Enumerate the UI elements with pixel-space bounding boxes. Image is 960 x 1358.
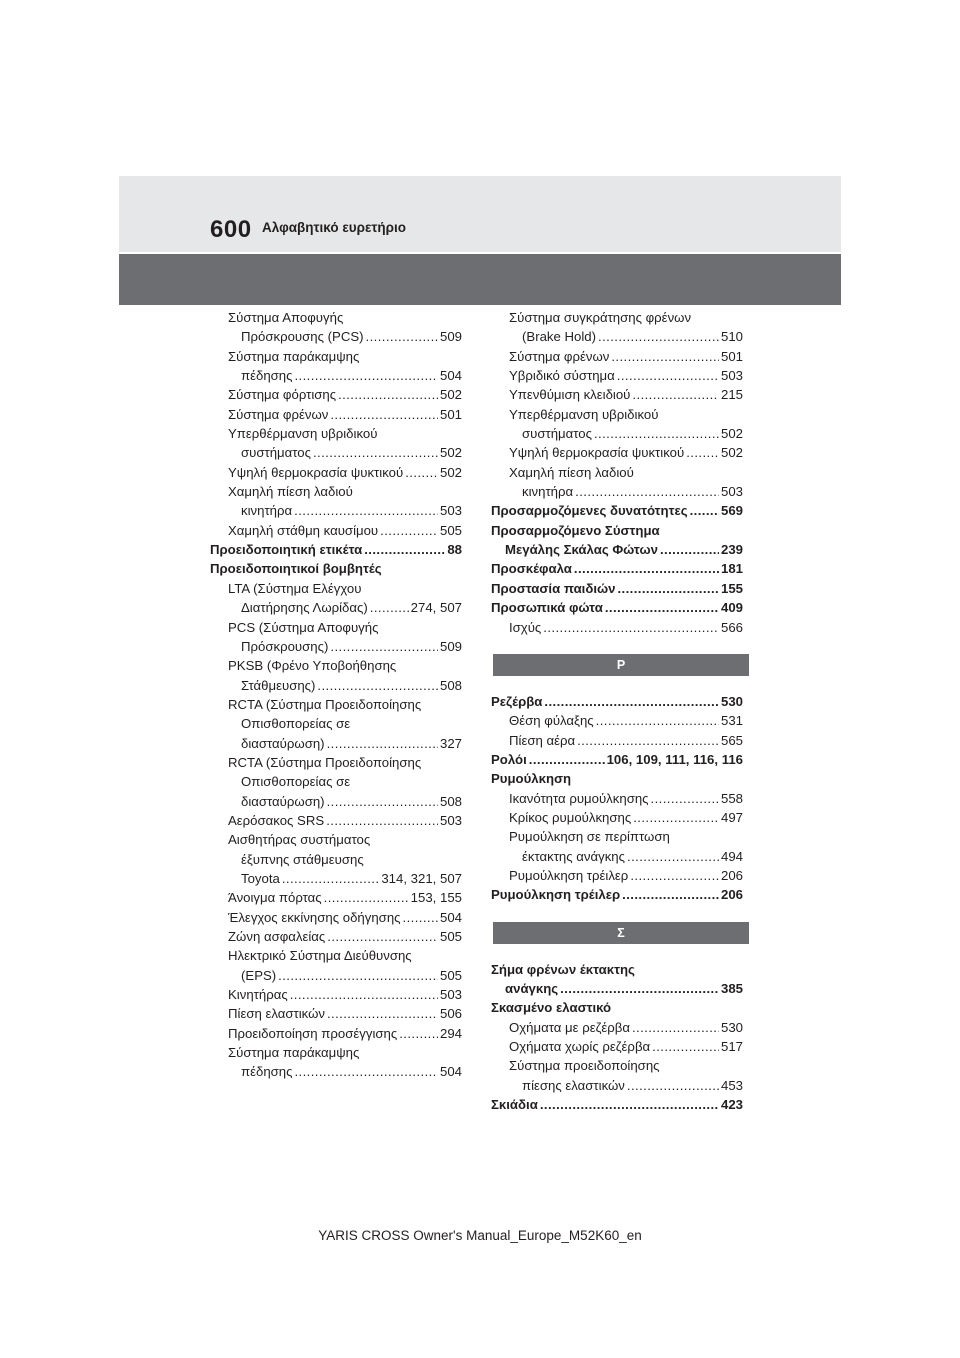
dot-leader [611,347,719,366]
index-entry [491,482,743,501]
dot-leader [294,366,438,385]
index-entry-term: ανάγκης [505,980,559,996]
index-entry [491,711,743,730]
index-entry-text: Χαμηλή πίεση λαδιού [509,464,634,480]
index-entry-page: 505 [439,929,462,944]
index-entry-page: 503 [720,368,743,384]
index-entry-page: 509 [439,638,462,654]
index-entry-page: 504 [439,368,462,384]
index-entry [210,888,462,907]
index-entry-page: 558 [720,790,743,806]
index-entry [210,366,462,385]
index-entry-term: Ρυμούλκηση τρέιλερ [509,867,629,883]
dot-leader [529,750,605,769]
index-entry-page: 502 [439,464,462,480]
index-entry-term: κινητήρα [522,484,574,500]
index-entry [210,1062,462,1081]
index-entry [491,866,743,885]
index-entry-term: Ρυμούλκηση τρέιλερ [491,887,621,903]
index-entry-term: Έλεγχος εκκίνησης οδήγησης [228,909,401,925]
dot-leader [627,847,719,866]
index-entry [491,366,743,385]
index-entry-text: Αισθητήρας συστήματος [228,832,371,848]
index-entry-page: 239 [720,542,743,558]
index-entry-text: Οπισθοπορείας σε [241,716,351,732]
index-entry [210,1004,462,1023]
index-entry-term: Σύστημα φρένων [228,406,329,422]
index-entry [210,966,462,985]
index-entry-page: 215 [720,387,743,403]
index-entry-text: Σύστημα συγκράτησης φρένων [509,310,692,325]
dot-leader [652,1037,719,1056]
index-entry [210,405,462,424]
index-entry-page: 106, 109, 111, 116, 116 [606,751,743,767]
index-entry-term: Πίεση αέρα [509,732,576,748]
index-entry-term: (EPS) [241,967,277,983]
dot-leader [327,1004,438,1023]
dot-leader [544,692,719,711]
index-entry [210,1024,462,1043]
index-entry-text: Σκασμένο ελαστικό [491,1000,612,1016]
index-entry-page: 502 [720,445,743,461]
dot-leader [560,979,719,998]
index-entry-text: έξυπνης στάθμευσης [241,851,364,867]
dot-leader [577,731,719,750]
dot-leader [598,327,719,346]
index-entry-page: 565 [720,732,743,748]
index-entry-page: 505 [439,522,462,538]
dot-leader [294,501,438,520]
index-entry [491,808,743,827]
index-entry-page: 314, 321, 507 [381,870,462,886]
index-entry [491,847,743,866]
index-entry [491,424,743,443]
index-entry-term: Ισχύς [509,619,542,635]
index-entry-text: Προσαρμοζόμενο Σύστημα [491,522,660,538]
index-entry-term: Προσωπικά φώτα [491,600,603,616]
index-entry-term: Πρόσκρουσης) [241,638,329,654]
dot-leader [686,443,719,462]
dot-leader [364,540,445,559]
index-entry [491,789,743,808]
index-entry-page: 453 [720,1077,743,1093]
index-entry-page: 505 [439,967,462,983]
dot-leader [327,734,438,753]
index-entry-page: 274, 507 [410,600,462,616]
dot-leader [543,618,719,637]
index-entry-term: (Brake Hold) [522,329,597,345]
index-entry [210,327,462,346]
index-entry-term: συστήματος [522,426,592,442]
index-entry-page: 294 [439,1025,462,1041]
index-entry-term: Υβριδικό σύστημα [509,368,615,384]
index-entry [491,1095,743,1114]
footer-manual-id: YARIS CROSS Owner's Manual_Europe_M52K60_en [318,1228,642,1243]
dot-leader [294,1062,438,1081]
dot-leader [330,637,438,656]
index-entry-term: Υψηλή θερμοκρασία ψυκτικού [228,464,404,480]
index-entry [210,463,462,482]
index-entry-term: πέδησης [241,368,293,384]
index-entry-term: Προειδοποίηση προσέγγισης [228,1025,398,1041]
index-entry-page: 508 [439,793,462,809]
index-entry-text: PKSB (Φρένο Υποβοήθησης [228,658,397,674]
index-entry [491,618,743,637]
index-entry [210,985,462,1004]
index-entry-page: 531 [720,713,743,729]
dot-leader [617,579,719,598]
index-entry-page: 206 [720,887,743,903]
dot-leader [617,366,719,385]
dot-leader [317,676,438,695]
index-entry-page: 510 [720,329,743,345]
index-entry-term: έκτακτης ανάγκης [522,848,625,864]
index-entry-term: Χαμηλή στάθμη καυσίμου [228,522,379,538]
index-entry-term: συστήματος [241,445,311,461]
dot-leader [632,385,719,404]
index-entry-term: Υψηλή θερμοκρασία ψυκτικού [509,445,685,461]
index-entry-term: Σύστημα φρένων [509,348,610,364]
index-entry-page: 494 [720,848,743,864]
index-entry [491,579,743,598]
index-entry [210,927,462,946]
index-entry [491,1018,743,1037]
index-entry [210,734,462,753]
dot-leader [278,966,438,985]
index-entry-text: Σύστημα Αποφυγής [228,310,344,325]
index-entry-page: 88 [447,542,462,558]
dot-leader [327,927,438,946]
index-entry-page: 566 [720,619,743,635]
index-entry [210,792,462,811]
index-entry-page: 327 [439,735,462,751]
index-entry [491,327,743,346]
index-entry-page: 503 [439,812,462,828]
dot-leader [366,327,438,346]
index-entry-term: Στάθμευσης) [241,677,316,693]
section-band [119,254,841,305]
index-entry [210,869,462,888]
dot-leader [282,869,379,888]
index-entry-page: 569 [720,503,743,519]
index-entry-page: 503 [439,503,462,519]
index-entry [210,637,462,656]
index-entry-text: RCTA (Σύστημα Προειδοποίησης [228,754,422,770]
index-entry [210,811,462,830]
index-entry-text: Ρυμούλκηση [491,771,572,787]
dot-leader [324,888,409,907]
index-entry-term: Ικανότητα ρυμούλκησης [509,790,649,806]
dot-leader [594,424,719,443]
page-title: Αλφαβητικό ευρετήριο [262,220,407,235]
index-entry-text: Σύστημα παράκαμψης [228,348,360,364]
index-entry-page: 501 [720,348,743,364]
index-entry [210,598,462,617]
dot-leader [540,1095,719,1114]
dot-leader [690,501,719,520]
index-entry [491,750,743,769]
index-entry-term: Μεγάλης Σκάλας Φώτων [505,542,658,558]
index-entry-term: διασταύρωση) [241,735,325,751]
dot-leader [327,792,438,811]
index-entry [491,559,743,578]
dot-leader [405,463,438,482]
dot-leader [574,559,719,578]
index-entry [491,1076,743,1095]
index-entry-text: PCS (Σύστημα Αποφυγής [228,619,379,635]
dot-leader [313,443,438,462]
index-entry [491,731,743,750]
dot-leader [633,808,719,827]
dot-leader [403,908,438,927]
index-entry-term: Προσαρμοζόμενες δυνατότητες [491,503,688,519]
index-entry-term: Πρόσκρουσης (PCS) [241,329,364,345]
index-entry-term: Προειδοποιητική ετικέτα [210,542,363,558]
index-entry-term: διασταύρωση) [241,793,325,809]
index-entry [491,979,743,998]
index-entry-term: Διατήρησης Λωρίδας) [241,600,368,616]
index-entry-term: Toyota [241,870,280,886]
index-entry [210,443,462,462]
index-entry [210,908,462,927]
index-entry-term: Ρολόι [491,751,527,767]
dot-leader [330,405,438,424]
index-entry [491,540,743,559]
index-entry-page: 508 [439,677,462,693]
index-entry [491,347,743,366]
index-entry-term: πέδησης [241,1064,293,1080]
index-entry-page: 509 [439,329,462,345]
index-entry-text: Ηλεκτρικό Σύστημα Διεύθυνσης [228,948,412,964]
index-entry-text: Σήμα φρένων έκτακτης [491,961,635,977]
dot-leader [651,789,719,808]
index-entry-term: Σύστημα φόρτισης [228,387,337,403]
dot-leader [338,385,438,404]
index-entry-term: Αερόσακος SRS [228,812,325,828]
dot-leader [630,866,719,885]
index-entry-page: 530 [720,693,743,709]
index-entry-page: 503 [439,987,462,1003]
dot-leader [596,711,719,730]
index-entry-page: 153, 155 [410,890,462,906]
index-entry-text: Υπερθέρμανση υβριδικού [509,406,659,422]
index-letter-header: Σ [493,922,749,944]
dot-leader [627,1076,719,1095]
dot-leader [632,1018,719,1037]
index-entry-page: 181 [720,561,743,577]
index-entry-page: 502 [720,426,743,442]
index-entry [210,540,462,559]
index-entry-term: Υπενθύμιση κλειδιού [509,387,631,403]
index-entry-page: 530 [720,1019,743,1035]
index-entry-term: Κινητήρας [228,987,288,1003]
dot-leader [622,885,719,904]
index-entry-page: 517 [720,1039,743,1054]
index-entry-page: 423 [720,1097,743,1113]
index-entry-text: Χαμηλή πίεση λαδιού [228,484,353,500]
index-entry [491,598,743,617]
dot-leader [660,540,719,559]
index-entry [491,1037,743,1056]
index-entry-page: 506 [439,1006,462,1022]
index-entry-page: 504 [439,1064,462,1080]
index-entry-term: κινητήρα [241,503,293,519]
index-entry-term: Οχήματα με ρεζέρβα [509,1019,630,1035]
index-entry [491,692,743,711]
index-entry [210,501,462,520]
index-entry-text: Υπερθέρμανση υβριδικού [228,426,378,442]
index-entry-term: Προστασία παιδιών [491,580,616,596]
index-entry-page: 497 [720,809,743,825]
index-entry-text: LTA (Σύστημα Ελέγχου [228,580,362,596]
index-entry-term: Σκιάδια [491,1097,538,1113]
index-column-left [210,308,462,1082]
index-entry-page: 206 [720,867,743,883]
dot-leader [380,521,438,540]
index-entry-text: Ρυμούλκηση σε περίπτωση [509,829,670,845]
index-entry-term: πίεσης ελαστικών [522,1077,625,1093]
index-entry-text: Οπισθοπορείας σε [241,774,351,790]
dot-leader [605,598,719,617]
index-entry-term: Άνοιγμα πόρτας [228,890,322,906]
index-entry-page: 504 [439,909,462,925]
index-entry-term: Πίεση ελαστικών [228,1006,325,1022]
index-entry-page: 502 [439,445,462,461]
index-entry-page: 501 [439,406,462,422]
index-entry-page: 502 [439,387,462,403]
index-entry-term: Ζώνη ασφαλείας [228,929,326,944]
index-entry-term: Ρεζέρβα [491,693,543,709]
index-entry-page: 409 [720,600,743,616]
index-entry [210,385,462,404]
index-entry-text: Σύστημα προειδοποίησης [509,1058,660,1074]
index-entry-term: Θέση φύλαξης [509,713,594,729]
page-number: 600 [210,216,252,243]
index-entry [491,443,743,462]
index-entry [210,676,462,695]
dot-leader [326,811,438,830]
index-entry-text: Σύστημα παράκαμψης [228,1045,360,1061]
dot-leader [290,985,438,1004]
index-entry [491,501,743,520]
dot-leader [575,482,719,501]
index-entry-text: RCTA (Σύστημα Προειδοποίησης [228,696,422,712]
index-entry [491,885,743,904]
index-entry-page: 385 [720,980,743,996]
index-entry [491,385,743,404]
dot-leader [370,598,409,617]
index-column-right [491,308,743,1114]
index-entry-term: Προσκέφαλα [491,561,572,577]
index-entry-page: 503 [720,484,743,500]
index-entry-term: Κρίκος ρυμούλκησης [509,809,632,825]
index-entry-text: Προειδοποιητικοί βομβητές [210,561,382,577]
dot-leader [399,1024,438,1043]
index-entry-term: Οχήματα χωρίς ρεζέρβα [509,1039,651,1054]
index-letter-header: Ρ [493,654,749,676]
index-entry [210,521,462,540]
index-entry-page: 155 [720,580,743,596]
